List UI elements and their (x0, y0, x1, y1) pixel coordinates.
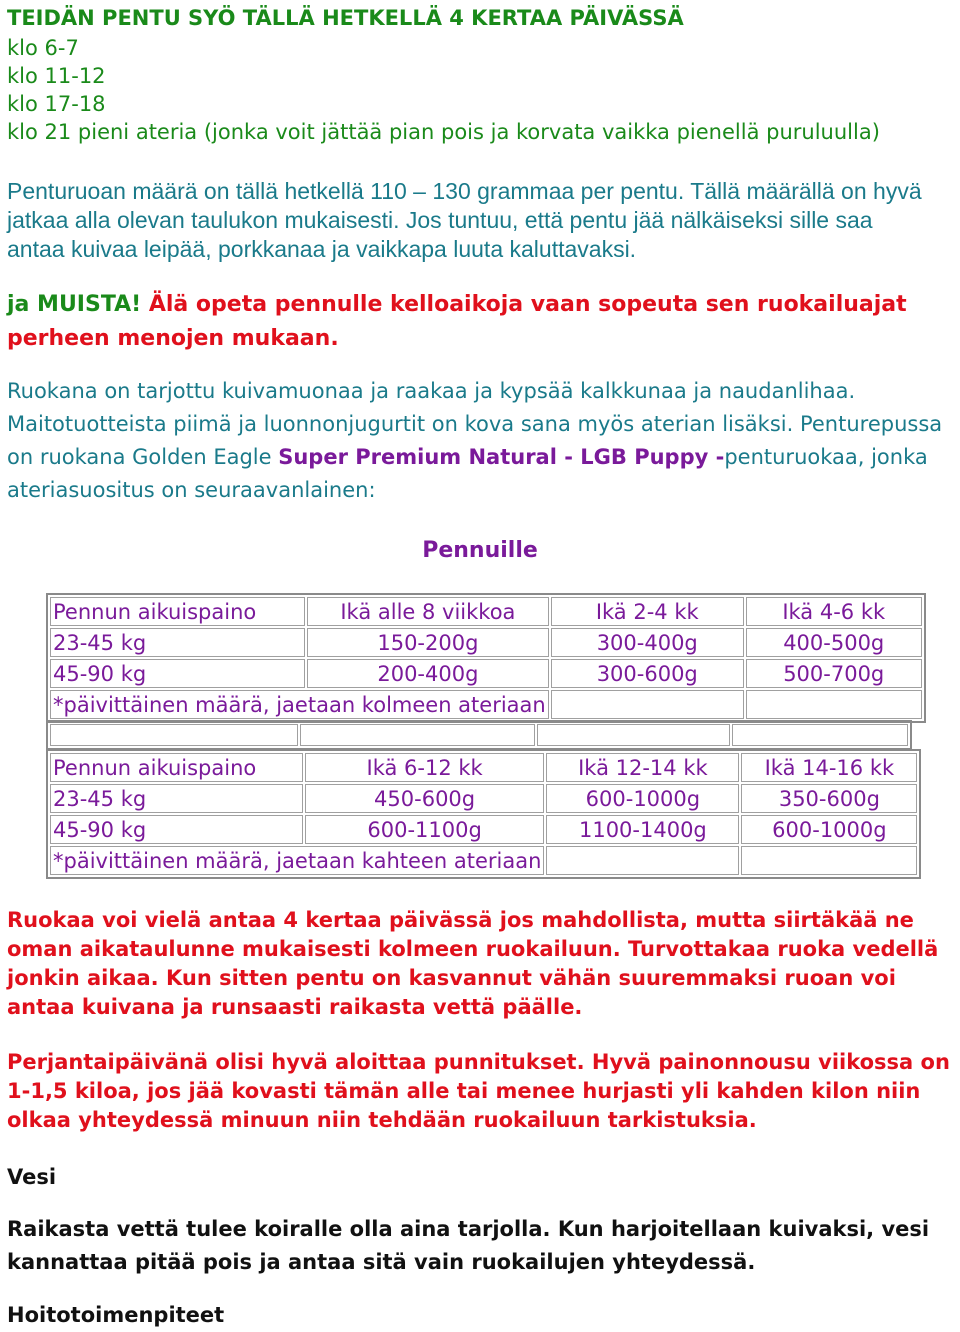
table-cell: 450-600g (305, 784, 545, 813)
table-cell: Ikä 12-14 kk (546, 753, 739, 782)
food-text-part: on ruokana Golden Eagle (7, 445, 279, 469)
table-cell: 150-200g (307, 628, 549, 657)
food-text: ateriasuositus on seuraavanlainen: (7, 478, 376, 502)
amount-text: Penturuoan määrä on tällä hetkellä 110 – 130 grammaa per pentu. Tällä määrällä on hyvä (7, 178, 922, 204)
table-spacer-row (46, 720, 912, 750)
table-cell: 600-1100g (305, 815, 545, 844)
product-name: Super Premium Natural - LGB Puppy - (278, 445, 725, 469)
weighing-text: Perjantaipäivänä olisi hyvä aloittaa punnitukset. Hyvä painonnousu viikossa on (7, 1050, 950, 1074)
table-cell: 350-600g (741, 784, 917, 813)
table-cell: 300-400g (551, 628, 744, 657)
table-cell: Pennun aikuispaino (50, 753, 303, 782)
table-cell: Ikä 14-16 kk (741, 753, 917, 782)
table-cell (537, 724, 730, 746)
table-note-row (50, 846, 917, 875)
table-note: *päivittäinen määrä, jaetaan kolmeen ateriaan (50, 690, 549, 719)
table-cell (50, 724, 298, 746)
table-cell: 600-1000g (546, 784, 739, 813)
table-cell: 23-45 kg (50, 784, 303, 813)
water-text: Raikasta vettä tulee koiralle olla aina tarjolla. Kun harjoitellaan kuivaksi, vesi (7, 1217, 930, 1241)
table-cell (551, 690, 744, 719)
food-text (7, 445, 928, 469)
remember-line (7, 292, 907, 317)
table-cell: 600-1000g (741, 815, 917, 844)
table-row (50, 815, 917, 844)
feeding-table-young (46, 593, 926, 723)
table-cell: 1100-1400g (546, 815, 739, 844)
table-cell: Ikä 6-12 kk (305, 753, 545, 782)
advice-text: antaa kuivana ja runsaasti raikasta vettä päälle. (7, 995, 583, 1019)
table-cell: 200-400g (307, 659, 549, 688)
schedule-time: klo 6-7 (7, 36, 79, 60)
table-cell (300, 724, 535, 746)
schedule-time: klo 17-18 (7, 92, 106, 116)
table-row (50, 628, 922, 657)
table-cell: 400-500g (746, 628, 922, 657)
table-note: *päivittäinen määrä, jaetaan kahteen ateriaan (50, 846, 544, 875)
amount-text: antaa kuivaa leipää, porkkanaa ja vaikkapa luuta kaluttavaksi. (7, 236, 637, 262)
advice-text: oman aikataulunne mukaisesti kolmeen ruokailuun. Turvottakaa ruoka vedellä (7, 937, 939, 961)
table-title: Pennuille (422, 538, 538, 563)
table-cell: 300-600g (551, 659, 744, 688)
feeding-table-older (46, 749, 921, 879)
water-heading: Vesi (7, 1165, 57, 1189)
amount-text: jatkaa alla olevan taulukon mukaisesti. Jos tuntuu, että pentu jää nälkäiseksi sille saa (7, 207, 873, 233)
schedule-heading: TEIDÄN PENTU SYÖ TÄLLÄ HETKELLÄ 4 KERTAA PÄIVÄSSÄ (7, 6, 684, 30)
table-header-row (50, 597, 922, 626)
food-text: Ruokana on tarjottu kuivamuonaa ja raakaa ja kypsää kalkkunaa ja naudanlihaa. (7, 379, 856, 403)
schedule-time: klo 21 pieni ateria (jonka voit jättää pian pois ja korvata vaikka pienellä puruluulla) (7, 120, 880, 144)
remember-prefix: ja MUISTA! (7, 292, 142, 317)
weighing-text: olkaa yhteydessä minuun niin tehdään ruokailuun tarkistuksia. (7, 1108, 757, 1132)
advice-text: jonkin aikaa. Kun sitten pentu on kasvannut vähän suuremmaksi ruoan voi (7, 966, 896, 990)
table-cell: 45-90 kg (50, 659, 305, 688)
table-header-row (50, 753, 917, 782)
table-cell: Pennun aikuispaino (50, 597, 305, 626)
weighing-text: 1-1,5 kiloa, jos jää kovasti tämän alle tai menee hurjasti yli kahden kilon niin (7, 1079, 921, 1103)
table-cell: Ikä alle 8 viikkoa (307, 597, 549, 626)
table-cell (741, 846, 917, 875)
food-text-part: penturuokaa, jonka (724, 445, 928, 469)
table-cell (546, 846, 739, 875)
table-row (50, 784, 917, 813)
table-cell (746, 690, 922, 719)
remember-text: Älä opeta pennulle kelloaikoja vaan sopeuta sen ruokailuajat (141, 292, 907, 317)
water-text: kannattaa pitää pois ja antaa sitä vain ruokailujen yhteydessä. (7, 1250, 756, 1274)
care-heading: Hoitotoimenpiteet (7, 1303, 225, 1327)
table-cell: 45-90 kg (50, 815, 303, 844)
advice-text: Ruokaa voi vielä antaa 4 kertaa päivässä jos mahdollista, mutta siirtäkää ne (7, 908, 914, 932)
table-note-row (50, 690, 922, 719)
table-cell: Ikä 4-6 kk (746, 597, 922, 626)
schedule-time: klo 11-12 (7, 64, 106, 88)
table-cell: Ikä 2-4 kk (551, 597, 744, 626)
table-cell: 500-700g (746, 659, 922, 688)
remember-text: perheen menojen mukaan. (7, 326, 339, 351)
table-cell (732, 724, 908, 746)
table-row (50, 659, 922, 688)
table-cell: 23-45 kg (50, 628, 305, 657)
food-text: Maitotuotteista piimä ja luonnonjugurtit on kova sana myös aterian lisäksi. Penturepussa (7, 412, 943, 436)
